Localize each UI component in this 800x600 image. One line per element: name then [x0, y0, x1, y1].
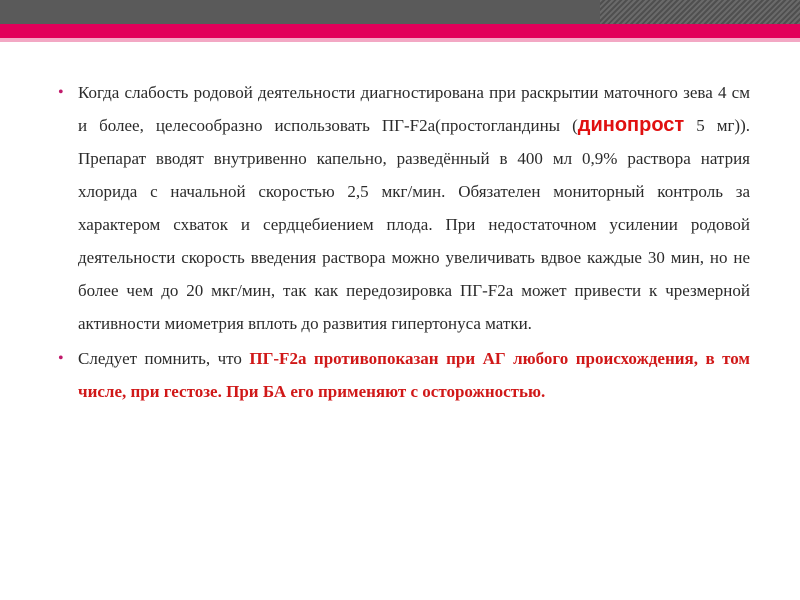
bullet-icon: • — [58, 350, 64, 367]
bullet-item-dinoprost — [56, 76, 750, 340]
contraindication-warning: ПГ-F2a противопоказан при АГ любого происхождения, в том числе, при гестозе. При БА его применяют с осторожностью. — [78, 349, 750, 401]
bullet-paragraph — [78, 76, 750, 340]
accent-stripe — [0, 38, 800, 42]
slide-content — [56, 76, 750, 410]
bullet-item-contraindication — [56, 342, 750, 408]
accent-bar — [0, 24, 800, 38]
bullet-icon: • — [58, 84, 64, 101]
paragraph-text-end: 5 мг)). Препарат вводят внутривенно капельно, разведённый в 400 мл 0,9% раствора натрия хлорида с начальной скоростью 2,5 мкг/мин. Обязателен мониторный контроль за характером схваток и сердцебиением плода. При недостаточном усилении родовой деятельности скорость введения раствора можно увеличивать вдвое каждые 30 мин, но не более чем до 20 мкг/мин, так как передозировка ПГ-F2a может привести к чрезмерной активности миометрия вплоть до развития гипертонуса матки. — [78, 116, 750, 333]
header-stripe-pattern — [600, 0, 800, 24]
bullet-paragraph — [78, 342, 750, 408]
paragraph-text-start: Когда слабость родовой деятельности диагностирована при раскрытии маточного зева 4 см и более, целесообразно использовать ПГ-F2a(простогландины ( — [78, 83, 750, 135]
paragraph-text-start: Следует помнить, что — [78, 349, 250, 368]
top-header-bar — [0, 0, 800, 24]
drug-name-highlight: динопрост — [577, 114, 685, 136]
